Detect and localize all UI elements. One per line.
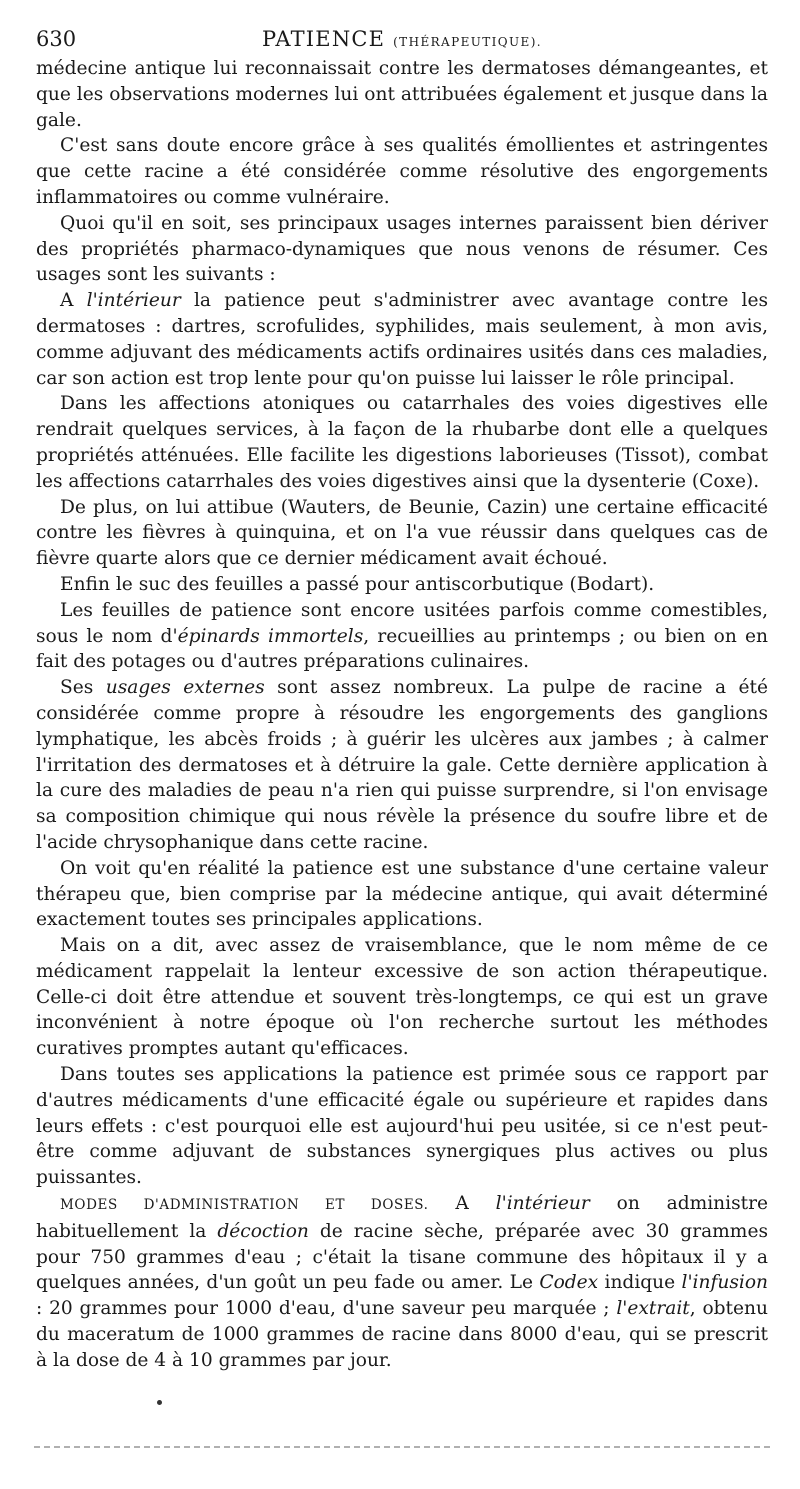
page-number: 630 bbox=[36, 27, 77, 51]
footer-rule bbox=[34, 1446, 770, 1448]
running-title-main: PATIENCE bbox=[261, 27, 386, 51]
text-run: : 20 grammes pour 1000 d'eau, d'une saveur peu marquée ; bbox=[36, 1298, 617, 1320]
text-run: Les feuilles de patience sont encore usitées parfois comme comestibles, sous le nom d' bbox=[36, 599, 768, 647]
text-run: , recueillies au printemps ; ou bien on en fait des potages ou d'autres préparations culinaires. bbox=[36, 625, 768, 673]
italic-term: l'extrait bbox=[616, 1298, 690, 1320]
italic-term: épinards immortels bbox=[177, 625, 364, 647]
text-run: C'est sans doute encore grâce à ses qualités émollientes et astringentes que cette racine a été considérée comme résolutive des engorgements inflammatoires ou comme vulnéraire. bbox=[36, 135, 768, 208]
text-run: Ses bbox=[60, 677, 106, 699]
italic-term: l'intérieur bbox=[86, 290, 181, 312]
text-run: Enfin le suc des feuilles a passé pour antiscorbutique (Bodart). bbox=[60, 573, 655, 595]
text-run: de racine sèche, préparée avec 30 grammes pour 750 grammes d'eau ; c'était la tisane commune des hôpitaux il y a quelques années, d'un goût un peu fade ou amer. Le bbox=[36, 1220, 768, 1294]
italic-term: usages externes bbox=[105, 677, 265, 699]
text-run: De plus, on lui attibue (Wauters, de Beunie, Cazin) une certaine efficacité contre les fièvres à quinquina, et on l'a vue réussir dans quelques cas de fièvre quarte alors que ce dernier médicament avait échoué. bbox=[36, 496, 768, 570]
italic-term: l'infusion bbox=[681, 1272, 768, 1294]
text-run: A bbox=[428, 1193, 496, 1215]
text-run: , obtenu du maceratum de 1000 grammes de racine dans 8000 d'eau, qui se prescrit à la dose de 4 à 10 grammes par jour. bbox=[36, 1298, 768, 1371]
paragraph bbox=[36, 1062, 768, 1191]
text-run: A bbox=[60, 290, 87, 312]
text-run: la patience peut s'administrer avec avantage contre les dermatoses : dartres, scrofulides, syphilides, mais seulement, à mon avis, comme adjuvant des médicaments actifs ordinaires usités dans ces maladies, car son action est trop lente pour qu'on puisse lui laisser le rôle principal. bbox=[36, 290, 769, 389]
running-header bbox=[36, 24, 768, 54]
paragraph bbox=[36, 572, 768, 598]
text-run: Dans toutes ses applications la patience est primée sous ce rapport par d'autres médicaments d'une efficacité égale ou supérieure et rapides dans leurs effets : c'est pourquoi elle est aujourd'hui peu usitée, si ce n'est peut-être comme adjuvant de substances synergiques plus actives ou plus puissantes. bbox=[36, 1064, 768, 1189]
paragraph bbox=[36, 56, 768, 133]
paragraph bbox=[36, 598, 768, 675]
italic-term: Codex bbox=[539, 1272, 599, 1294]
stray-mark bbox=[157, 1400, 162, 1405]
text-run: Mais on a dit, avec assez de vraisemblance, que le nom même de ce médicament rappelait la lenteur excessive de son action thérapeutique. Celle-ci doit être attendue et souvent très-longtemps, ce qui est un grave inconvénient à notre époque où l'on recherche surtout les méthodes curatives promptes autant qu'efficaces. bbox=[36, 935, 768, 1060]
text-run: on administre habituellement la bbox=[36, 1193, 769, 1242]
paragraph bbox=[36, 288, 768, 391]
paragraph bbox=[36, 856, 768, 933]
paragraph bbox=[36, 211, 768, 288]
paragraph bbox=[36, 133, 768, 210]
paragraph bbox=[36, 675, 768, 856]
paragraph bbox=[36, 1191, 768, 1374]
text-run: médecine antique lui reconnaissait contre les dermatoses démangeantes, et que les observations modernes lui ont attribuées également et jusque dans la gale. bbox=[36, 58, 768, 131]
body-text bbox=[36, 56, 768, 1374]
document-page bbox=[36, 24, 768, 1374]
italic-term: l'intérieur bbox=[495, 1193, 590, 1215]
running-title-sub: (THÉRAPEUTIQUE). bbox=[393, 35, 543, 49]
text-run: On voit qu'en réalité la patience est une substance d'une certaine valeur thérapeu que, bien comprise par la médecine antique, qui avait déterminé exactement toutes ses principales applications. bbox=[36, 857, 768, 931]
text-run: Dans les affections atoniques ou catarrhales des voies digestives elle rendrait quelques services, à la façon de la rhubarbe dont elle a quelques propriétés atténuées. Elle facilite les digestions laborieuses (Tissot), combat les affections catarrhales des voies digestives ainsi que la dysenterie (Coxe). bbox=[36, 393, 768, 492]
paragraph bbox=[36, 933, 768, 1062]
text-run: Quoi qu'il en soit, ses principaux usages internes paraissent bien dériver des propriétés pharmaco-dynamiques que nous venons de résumer. Ces usages sont les suivants : bbox=[36, 212, 768, 286]
section-heading: MODES D'ADMINISTRATION ET DOSES. bbox=[60, 1197, 429, 1214]
text-run: sont assez nombreux. La pulpe de racine a été considérée comme propre à résoudre les engorgements des ganglions lymphatique, les abcès froids ; à guérir les ulcères aux jambes ; à calmer l'irritation des dermatoses et à détruire la gale. Cette dernière application à la cure des maladies de peau n'a rien qui puisse surprendre, si l'on envisage sa composition chimique qui nous révèle la présence du soufre libre et de l'acide chrysophanique dans cette racine. bbox=[36, 677, 768, 853]
paragraph bbox=[36, 391, 768, 494]
paragraph bbox=[36, 495, 768, 572]
italic-term: décoction bbox=[217, 1220, 309, 1242]
running-title bbox=[36, 24, 768, 57]
text-run: indique bbox=[598, 1272, 682, 1294]
